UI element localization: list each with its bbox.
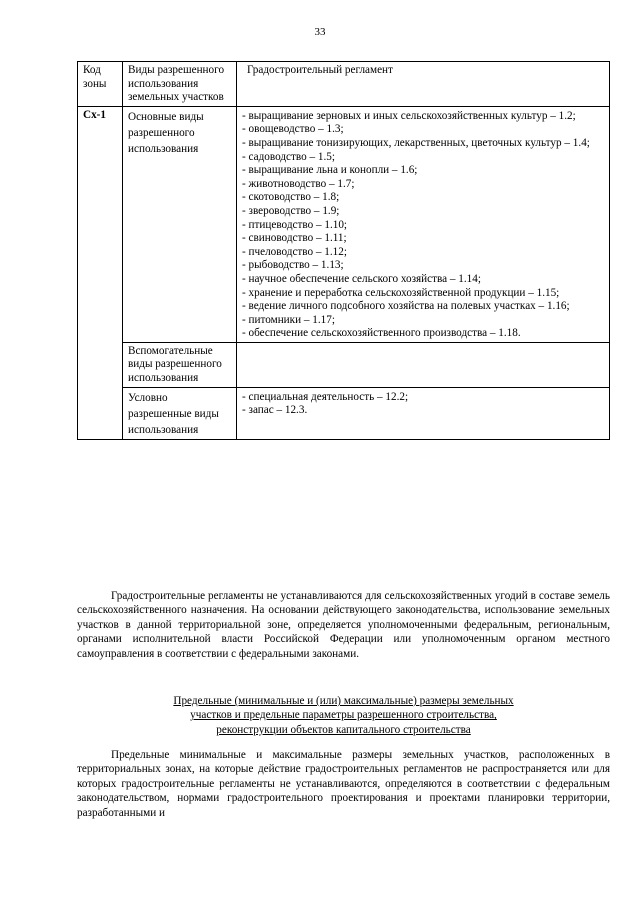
list-item: - овощеводство – 1.3; [242,123,344,136]
header-regulation: Градостроительный регламент [237,62,610,107]
list-item: - специальная деятельность – 12.2; [242,390,409,403]
paragraph-limits [77,748,610,820]
list-item: - выращивание льна и конопли – 1.6; [242,164,418,177]
heading-line: реконструкции объектов капитального строительства [216,723,471,736]
list-item: - выращивание тонизирующих, лекарственных, цветочных культур – 1.4; [242,136,590,149]
list-item: - птицеводство – 1.10; [242,218,348,231]
heading-line: Предельные (минимальные и (или) максимальные) размеры земельных [173,695,514,707]
aux-uses-label: Вспомогательные виды разрешенного использования [123,342,237,387]
main-uses-label: Основные виды разрешенного использования [123,106,237,342]
paragraph-text: Предельные минимальные и максимальные размеры земельных участков, расположенных в территориальных зонах, на которые действие градостроительных регламентов не распространяется или для которых градостроительные регламенты не устанавливаются, определяются в соответствии с федеральным законодательством, нормами градостроительного проектирования и проектами планировки территории, разработанными и [77,749,610,819]
list-item: - ведение личного подсобного хозяйства на полевых участках – 1.16; [242,300,570,313]
list-item: - выращивание зерновых и иных сельскохозяйственных культур – 1.2; [242,109,576,122]
list-item: - свиноводство – 1.11; [242,232,347,245]
list-item: - запас – 12.3. [242,404,308,417]
conditional-uses-list [237,387,610,439]
table-header-row [78,62,610,107]
list-item: - животноводство – 1.7; [242,177,355,190]
header-zone-code: Код зоны [78,62,123,107]
header-use-kinds: Виды разрешенного использования земельных участков [123,62,237,107]
list-item: - пчеловодство – 1.12; [242,245,347,258]
list-item: - хранение и переработка сельскохозяйственной продукции – 1.15; [242,286,560,299]
table-row-conditional-uses [78,387,610,439]
list-item: - научное обеспечение сельского хозяйства – 1.14; [242,272,481,285]
aux-uses-cell [237,342,610,387]
list-item: - питомники – 1.17; [242,313,335,326]
list-item: - садоводство – 1.5; [242,150,335,163]
table-row-main-uses [78,106,610,342]
list-item: - звероводство – 1.9; [242,204,340,217]
table-row-aux-uses [78,342,610,387]
paragraph-agricultural-land [77,589,610,661]
list-item: - обеспечение сельскохозяйственного производства – 1.18. [242,327,521,340]
paragraph-text: Градостроительные регламенты не устанавливаются для сельскохозяйственных угодий в составе земель сельскохозяйственного назначения. На основании действующего законодательства, использование земельных участков в данной территориальной зоне, определяется уполномоченными федеральным, региональным, органами исполнительной власти Российской Федерации или уполномоченным органом местного самоуправления в соответствии с федеральными законами. [77,590,610,660]
regulation-table [77,61,610,440]
list-item: - рыбоводство – 1.13; [242,259,344,272]
list-item: - скотоводство – 1.8; [242,191,340,204]
main-uses-list [237,106,610,342]
conditional-uses-label: Условно разрешенные виды использования [123,387,237,439]
zone-code-cell: Сх-1 [78,106,123,439]
section-heading [77,694,610,737]
page-number: 33 [314,26,326,38]
heading-line: участков и предельные параметры разрешенного строительства, [190,709,497,722]
